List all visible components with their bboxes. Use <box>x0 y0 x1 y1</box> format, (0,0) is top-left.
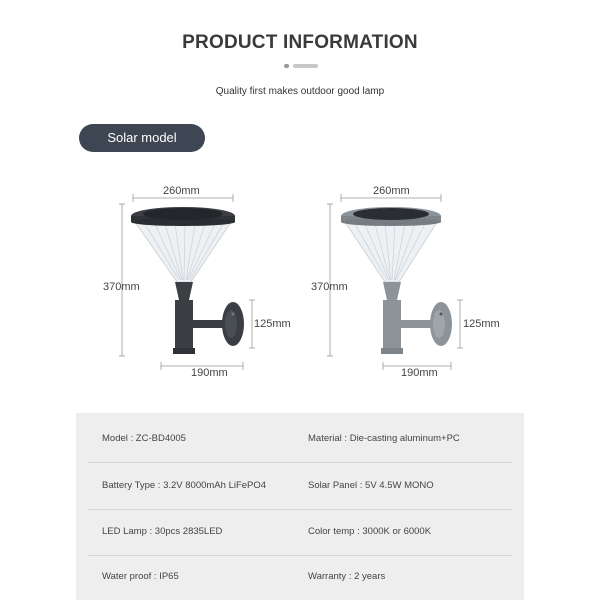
spec-battery: Battery Type : 3.2V 8000mAh LiFePO4 <box>102 480 267 491</box>
page-subtitle: Quality first makes outdoor good lamp <box>215 86 385 97</box>
spec-material: Material : Die-casting aluminum+PC <box>308 433 460 444</box>
lamp-grey-width: 260mm <box>373 185 410 197</box>
solar-model-badge: Solar model <box>79 124 205 152</box>
spec-model: Model : ZC-BD4005 <box>102 433 186 444</box>
spec-row <box>88 463 512 510</box>
lamp-dark-bracket: 125mm <box>254 318 291 330</box>
spec-warranty: Warranty : 2 years <box>308 571 386 582</box>
lamp-grey-height: 370mm <box>311 281 348 293</box>
lamp-dark-height: 370mm <box>103 281 140 293</box>
lamp-grey-depth: 190mm <box>401 367 438 379</box>
lamp-dark-depth: 190mm <box>191 367 228 379</box>
spec-waterproof: Water proof : IP65 <box>102 571 179 582</box>
lamp-dark-width: 260mm <box>163 185 200 197</box>
spec-led: LED Lamp : 30pcs 2835LED <box>102 526 223 537</box>
spec-color-temp: Color temp : 3000K or 6000K <box>308 526 432 537</box>
title-divider-dots <box>284 64 318 68</box>
lamp-grey-bracket: 125mm <box>463 318 500 330</box>
page-title: PRODUCT INFORMATION <box>182 32 418 53</box>
spec-table <box>76 413 524 600</box>
spec-solar-panel: Solar Panel : 5V 4.5W MONO <box>308 480 434 491</box>
spec-row <box>88 416 512 463</box>
spec-row <box>88 554 512 600</box>
spec-row <box>88 509 512 556</box>
